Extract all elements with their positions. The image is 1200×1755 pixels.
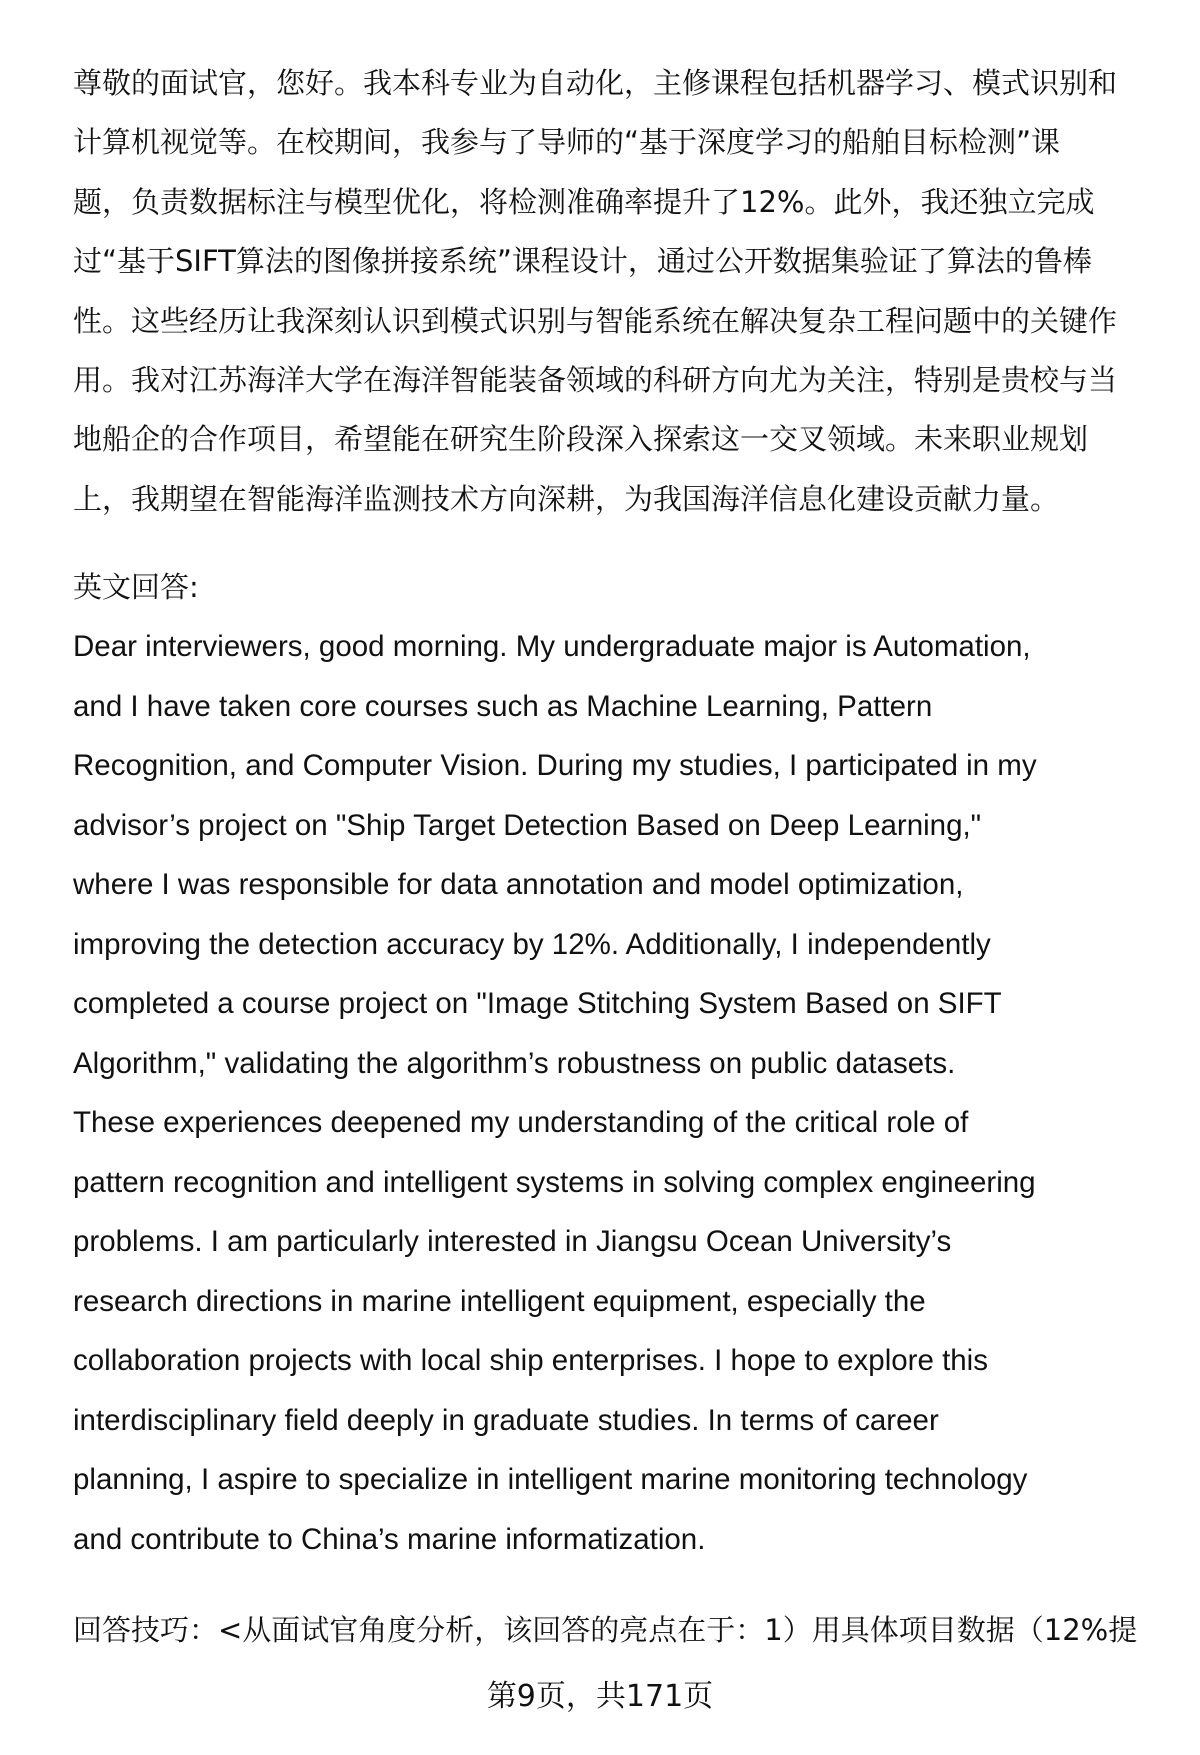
answer-tips-line: 回答技巧：<从面试官角度分析，该回答的亮点在于：1）用具体项目数据（12%提 (73, 1613, 1138, 1647)
text-line: 地船企的合作项目，希望能在研究生阶段深入探索这一交叉领域。未来职业规划 (73, 422, 1089, 457)
text-line: 尊敬的面试官，您好。我本科专业为自动化，主修课程包括机器学习、模式识别和 (73, 66, 1118, 100)
text-line: These experiences deepened my understanding of the critical role of (73, 1106, 969, 1139)
text-line: and contribute to China’s marine informatization. (73, 1522, 706, 1556)
text-line: completed a course project on "Image Stitching System Based on SIFT (73, 987, 1002, 1020)
text-line: problems. I am particularly interested in Jiangsu Ocean University’s (73, 1225, 952, 1258)
text-line: Algorithm," validating the algorithm’s robustness on public datasets. (73, 1046, 956, 1080)
text-line: 过“基于SIFT算法的图像拼接系统”课程设计，通过公开数据集验证了算法的鲁棒 (73, 244, 1092, 279)
text-line: advisor’s project on "Ship Target Detection Based on Deep Learning," (73, 808, 982, 842)
text-line: research directions in marine intelligent equipment, especially the (73, 1284, 926, 1318)
text-line: 用。我对江苏海洋大学在海洋智能装备领域的科研方向尤为关注，特别是贵校与当 (73, 363, 1118, 397)
text-line: improving the detection accuracy by 12%. Additionally, I independently (73, 927, 991, 961)
text-line: 性。这些经历让我深刻认识到模式识别与智能系统在解决复杂工程问题中的关键作 (73, 303, 1118, 338)
text-line: and I have taken core courses such as Machine Learning, Pattern (73, 689, 933, 723)
text-line: collaboration projects with local ship enterprises. I hope to explore this (73, 1344, 988, 1377)
text-line: interdisciplinary field deeply in graduate studies. In terms of career (73, 1403, 939, 1437)
text-line: 上，我期望在智能海洋监测技术方向深耕，为我国海洋信息化建设贡献力量。 (73, 481, 1060, 516)
text-line: planning, I aspire to specialize in intelligent marine monitoring technology (73, 1463, 1028, 1496)
text-line: Recognition, and Computer Vision. During my studies, I participated in my (73, 749, 1037, 782)
text-line: pattern recognition and intelligent systems in solving complex engineering (73, 1165, 1036, 1199)
text-line: 计算机视觉等。在校期间，我参与了导师的“基于深度学习的船舶目标检测”课 (73, 125, 1061, 160)
text-line: 题，负责数据标注与模型优化，将检测准确率提升了12%。此外，我还独立完成 (73, 184, 1095, 219)
english-answer-label: 英文回答: (73, 570, 199, 604)
text-line: Dear interviewers, good morning. My undergraduate major is Automation, (73, 630, 1031, 663)
page-number-footer: 第9页，共171页 (486, 1679, 714, 1714)
text-line: where I was responsible for data annotation and model optimization, (73, 868, 964, 901)
